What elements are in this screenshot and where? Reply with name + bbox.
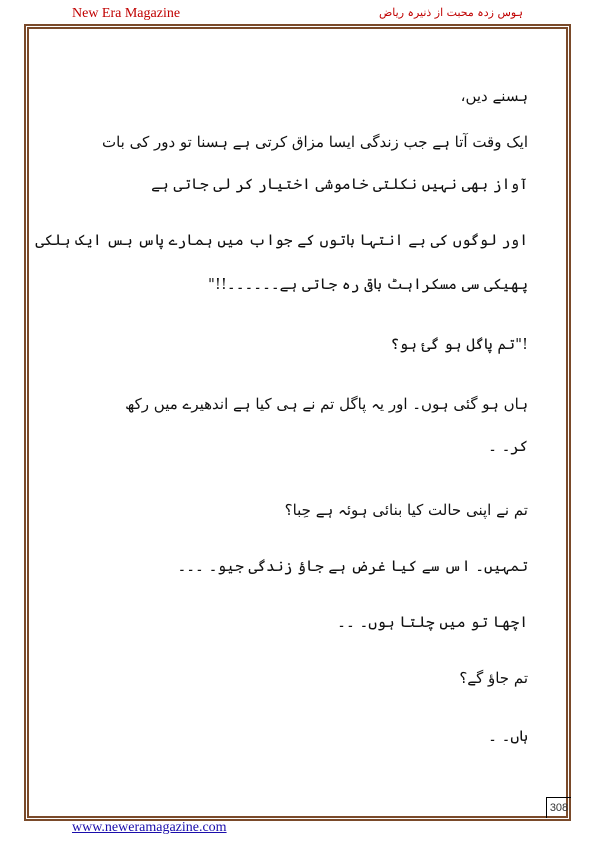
text-line: ہاں۔ ۔ xyxy=(488,727,528,745)
text-line: ایک وقت آتا ہے جب زندگی ایسا مزاق کرتی ہے ہسنا تو دور کی بات xyxy=(101,133,528,151)
text-line: کر۔ ۔ xyxy=(488,437,528,455)
website-link[interactable]: www.neweramagazine.com xyxy=(72,820,227,835)
story-text xyxy=(35,84,528,774)
text-line: تمہیں۔ اس سے کیا غرض ہے جاؤ زندگی جیو۔ ۔۔۔ xyxy=(177,557,528,575)
text-line: اچھا تو میں چلتا ہوں۔ ۔۔ xyxy=(337,613,528,631)
story-title: ہوس زدہ محبت از ذنیرہ ریاض xyxy=(379,6,523,19)
text-line: اور لوگوں کی بے انتہا باتوں کے جواب میں ہمارے پاس بس ایک ہلکی xyxy=(35,231,528,249)
text-line: آواز بھی نہیں نکلتی خاموشی اختیار کر لی جاتی ہے xyxy=(151,175,528,193)
text-line: !"تم پاگل ہو گئ ہو؟ xyxy=(390,335,528,353)
page-number: 308 xyxy=(546,797,571,818)
magazine-name: New Era Magazine xyxy=(72,6,181,21)
text-line: پھیکی سی مسکراہٹ باقی رہ جاتی ہے۔۔۔۔۔۔!!" xyxy=(207,275,528,293)
text-line: تم نے اپنی حالت کیا بنائی ہوئہ ہے حِبا؟ xyxy=(284,501,528,519)
text-line: ہسنے دیں، xyxy=(460,87,528,105)
text-line: ہاں ہو گئی ہوں۔ اور یہ پاگل تم نے ہی کیا ہے اندھیرے میں رکھ xyxy=(125,395,528,413)
text-line: تم جاؤ گے؟ xyxy=(459,669,528,687)
